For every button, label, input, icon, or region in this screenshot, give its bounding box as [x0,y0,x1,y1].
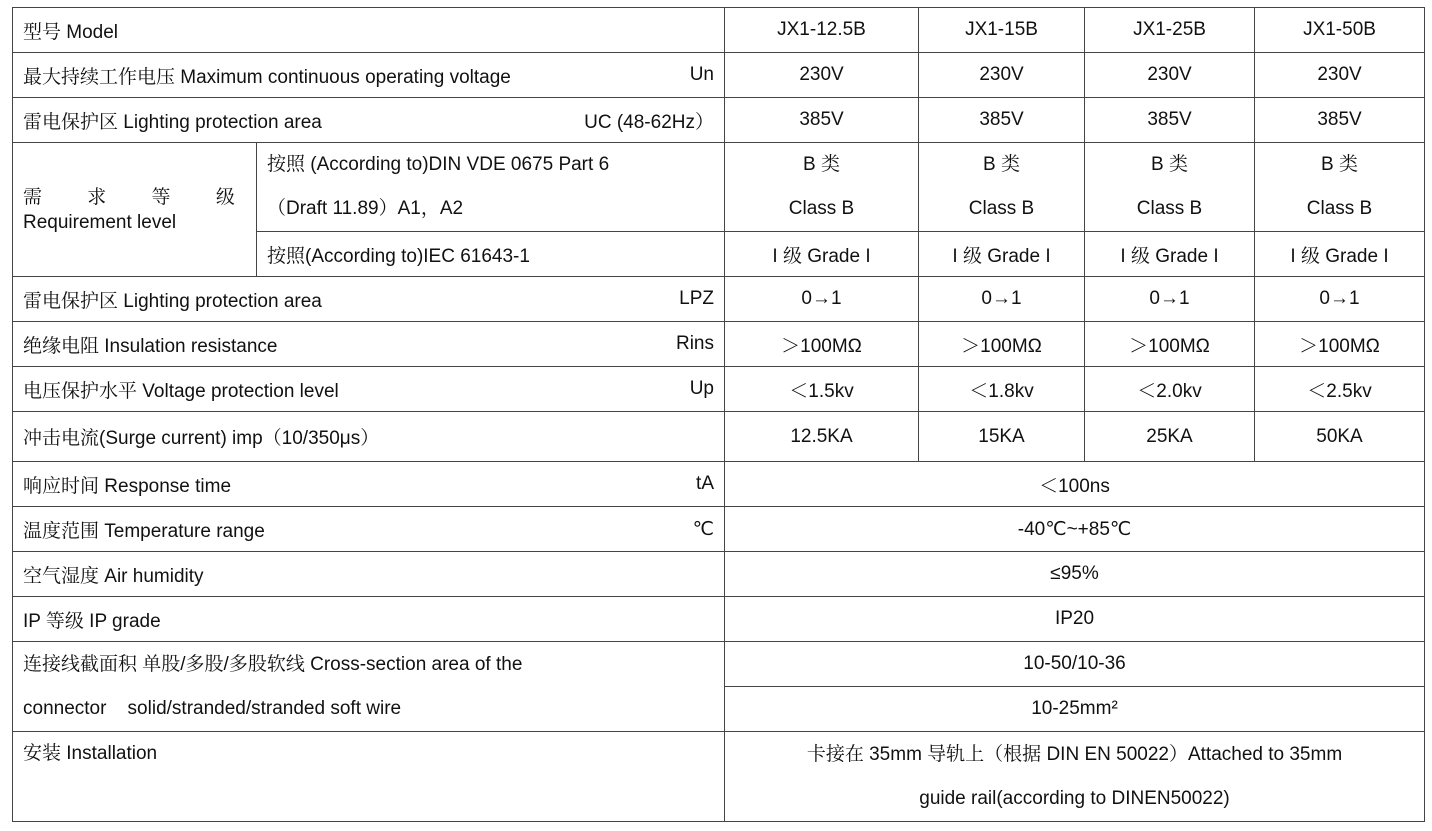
din-class-cn: B 类 [803,154,840,175]
response-label: 响应时间 Response time [23,475,232,497]
din-class-en: Class B [788,198,855,219]
insulation-value: ＞100MΩ [1085,322,1255,367]
insulation-value: ＞100MΩ [919,322,1085,367]
table-row-cross-section-1 [13,642,1425,687]
model-name: JX1-12.5B [725,8,919,53]
din-class-cell [1255,143,1425,232]
voltage-protection-value: ＜2.0kv [1085,367,1255,412]
iec-grade-value: I 级 Grade I [725,232,919,277]
installation-label: 安装 Installation [23,743,158,764]
lpz-value: 0→1 [919,277,1085,322]
ip-value: IP20 [725,597,1425,642]
insulation-value: ＞100MΩ [1255,322,1425,367]
surge-value: 50KA [1255,412,1425,462]
max-voltage-value: 230V [919,53,1085,98]
din-class-cell [1085,143,1255,232]
model-label: 型号 Model [13,8,725,53]
table-row-surge [13,412,1425,462]
lpz-symbol: LPZ [679,288,714,309]
lpz-cell [13,277,725,322]
cross-section-label-line1: 连接线截面积 单股/多股/多股软线 Cross-section area of the [23,653,523,675]
insulation-symbol: Rins [675,333,714,354]
installation-value-cell [725,732,1425,822]
temperature-value: -40℃~+85℃ [725,507,1425,552]
table-row-response [13,462,1425,507]
voltage-protection-value: ＜1.5kv [725,367,919,412]
iec-standard-label: 按照(According to)IEC 61643-1 [257,232,725,277]
lpa-uc-cell [13,98,725,143]
max-voltage-value: 230V [1085,53,1255,98]
table-row-lpz [13,277,1425,322]
lpz-value: 0→1 [1255,277,1425,322]
lpa-uc-value: 385V [1255,98,1425,143]
response-symbol: tA [696,473,714,494]
installation-value-line1: 卡接在 35mm 导轨上（根据 DIN EN 50022）Attached to 35mm [806,743,1343,765]
cross-section-label-cell [13,642,725,732]
table-row-max-voltage [13,53,1425,98]
cross-section-value-1: 10-50/10-36 [725,642,1425,687]
installation-label-cell [13,732,725,822]
din-class-cell [919,143,1085,232]
requirement-label-en: Requirement level [23,211,177,233]
humidity-label: 空气湿度 Air humidity [13,552,725,597]
insulation-cell [13,322,725,367]
max-voltage-value: 230V [725,53,919,98]
din-standard-line1: 按照 (According to)DIN VDE 0675 Part 6 [267,154,610,175]
voltage-protection-value: ＜2.5kv [1255,367,1425,412]
requirement-label-cell [13,143,257,277]
table-row-temperature [13,507,1425,552]
voltage-protection-label: 电压保护水平 Voltage protection level [23,380,339,402]
insulation-label: 绝缘电阻 Insulation resistance [23,335,278,357]
din-class-cn: B 类 [1321,154,1358,175]
lpa-uc-value: 385V [725,98,919,143]
table-row-model [13,8,1425,53]
cross-section-value-2: 10-25mm² [725,687,1425,732]
response-value: ＜100ns [725,462,1425,507]
table-row-ip [13,597,1425,642]
temperature-cell [13,507,725,552]
cross-section-label-line2: connector solid/stranded/stranded soft wire [23,697,402,719]
max-voltage-label: 最大持续工作电压 Maximum continuous operating voltage [23,66,511,88]
table-row-voltage-protection [13,367,1425,412]
spec-table [12,7,1425,822]
din-class-cell [725,143,919,232]
temperature-label: 温度范围 Temperature range [23,520,265,542]
din-standard-line2: （Draft 11.89）A1，A2 [267,198,464,219]
insulation-value: ＞100MΩ [725,322,919,367]
ip-label: IP 等级 IP grade [13,597,725,642]
response-cell [13,462,725,507]
humidity-value: ≤95% [725,552,1425,597]
surge-value: 12.5KA [725,412,919,462]
requirement-label-cn: 需 求 等 级 [23,186,255,208]
installation-value-line2: guide rail(according to DINEN50022) [919,787,1230,809]
max-voltage-cell [13,53,725,98]
din-class-en: Class B [968,198,1035,219]
surge-value: 15KA [919,412,1085,462]
iec-grade-value: I 级 Grade I [1085,232,1255,277]
surge-label: 冲击电流(Surge current) imp（10/350μs） [13,412,725,462]
voltage-protection-value: ＜1.8kv [919,367,1085,412]
surge-value: 25KA [1085,412,1255,462]
table-row-installation [13,732,1425,822]
model-name: JX1-15B [919,8,1085,53]
lpa-uc-value: 385V [919,98,1085,143]
model-name: JX1-25B [1085,8,1255,53]
lpz-value: 0→1 [1085,277,1255,322]
voltage-protection-symbol: Up [689,378,714,399]
din-class-cn: B 类 [983,154,1020,175]
lpa-uc-value: 385V [1085,98,1255,143]
din-class-en: Class B [1306,198,1373,219]
max-voltage-symbol: Un [689,64,714,85]
lpa-uc-label: 雷电保护区 Lighting protection area [23,111,322,133]
table-row-humidity [13,552,1425,597]
iec-grade-value: I 级 Grade I [919,232,1085,277]
table-row-insulation [13,322,1425,367]
table-row-lpa-uc [13,98,1425,143]
iec-grade-value: I 级 Grade I [1255,232,1425,277]
temperature-symbol: ℃ [692,518,714,540]
voltage-protection-cell [13,367,725,412]
lpa-uc-symbol: UC (48-62Hz） [584,111,714,133]
max-voltage-value: 230V [1255,53,1425,98]
din-class-cn: B 类 [1151,154,1188,175]
table-row-requirement-din [13,143,1425,232]
din-class-en: Class B [1136,198,1203,219]
din-standard-cell [257,143,725,232]
lpz-value: 0→1 [725,277,919,322]
model-name: JX1-50B [1255,8,1425,53]
lpz-label: 雷电保护区 Lighting protection area [23,290,322,312]
